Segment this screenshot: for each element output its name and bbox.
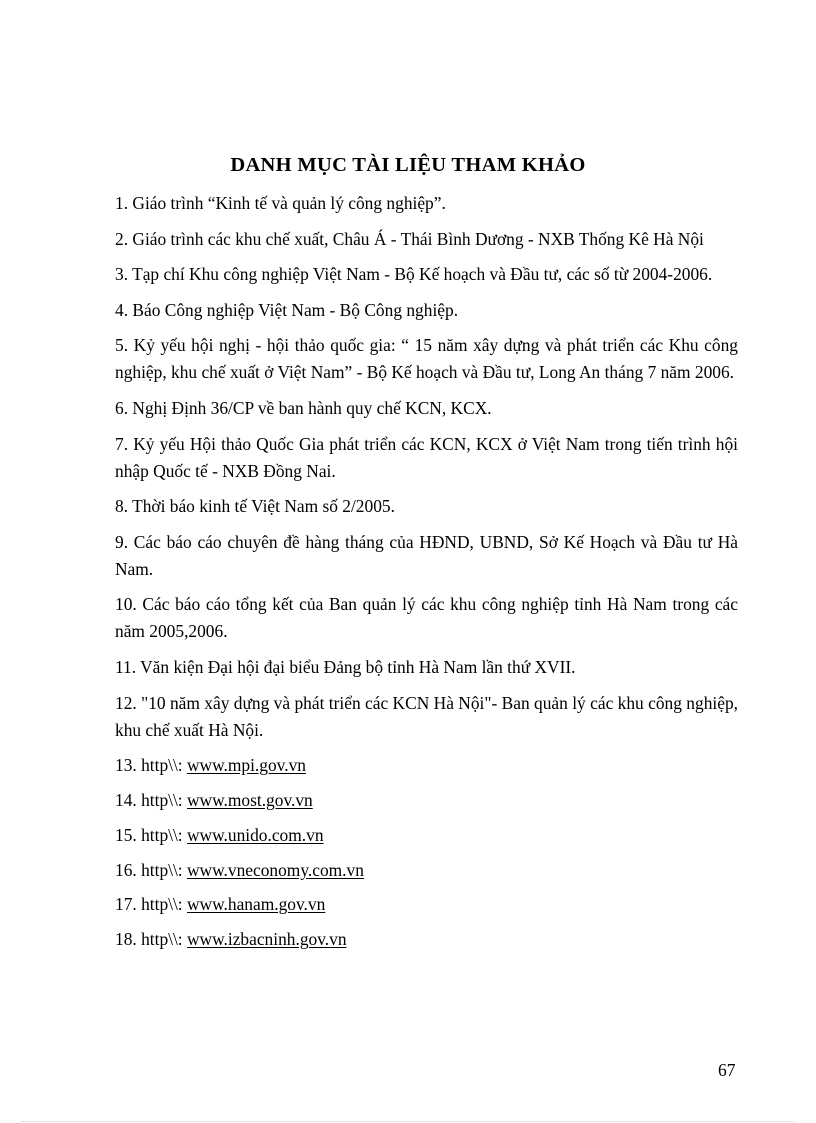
reference-link[interactable]: www.mpi.gov.vn: [186, 755, 306, 776]
reference-link[interactable]: www.unido.com.vn: [186, 824, 324, 845]
page-number: 67: [718, 1060, 736, 1080]
reference-link-prefix: 17. http\\:: [115, 894, 187, 915]
reference-link-prefix: 16. http\\:: [115, 859, 187, 880]
reference-item: 12. "10 năm xây dựng và phát triển các KCN Hà Nội"- Ban quản lý các khu công nghiệp, khu chế xuất Hà Nội.: [115, 692, 738, 740]
reference-link-prefix: 13. http\\:: [115, 755, 187, 776]
reference-link-item: [115, 857, 738, 884]
reference-item: 10. Các báo cáo tổng kết của Ban quản lý các khu công nghiệp tỉnh Hà Nam trong các năm 2005,2006.: [115, 594, 738, 642]
reference-link[interactable]: www.izbacninh.gov.vn: [186, 929, 347, 950]
reference-item: 2. Giáo trình các khu chế xuất, Châu Á - Thái Bình Dương - NXB Thống Kê Hà Nội: [115, 228, 704, 249]
reference-list: [115, 190, 738, 961]
reference-item: 4. Báo Công nghiệp Việt Nam - Bộ Công nghiệp.: [115, 299, 459, 320]
reference-link-item: [115, 752, 738, 779]
reference-link-prefix: 15. http\\:: [115, 824, 187, 845]
reference-link[interactable]: www.vneconomy.com.vn: [186, 859, 364, 880]
reference-link-prefix: 18. http\\:: [115, 929, 187, 950]
reference-item: 5. Kỷ yếu hội nghị - hội thảo quốc gia: “ 15 năm xây dựng và phát triển các Khu công nghiệp, khu chế xuất ở Việt Nam” - Bộ Kế hoạch và Đầu tư, Long An tháng 7 năm 2006.: [115, 335, 738, 383]
reference-link-item: [115, 787, 738, 814]
page-bottom-divider: [22, 1121, 794, 1122]
reference-link-item: [115, 822, 738, 849]
reference-item: 11. Văn kiện Đại hội đại biểu Đảng bộ tỉnh Hà Nam lần thứ XVII.: [115, 656, 576, 677]
reference-item: 9. Các báo cáo chuyên đề hàng tháng của HĐND, UBND, Sở Kế Hoạch và Đầu tư Hà Nam.: [115, 531, 738, 579]
reference-item: 3. Tạp chí Khu công nghiệp Việt Nam - Bộ Kế hoạch và Đầu tư, các số từ 2004-2006.: [115, 264, 713, 285]
reference-link[interactable]: www.most.gov.vn: [186, 789, 313, 810]
reference-item: 7. Kỷ yếu Hội thảo Quốc Gia phát triển các KCN, KCX ở Việt Nam trong tiến trình hội nhập Quốc tế - NXB Đồng Nai.: [115, 433, 738, 481]
reference-item: 8. Thời báo kinh tế Việt Nam số 2/2005.: [115, 496, 395, 517]
reference-link-item: [115, 926, 738, 953]
reference-link-prefix: 14. http\\:: [115, 789, 187, 810]
page-title: DANH MỤC TÀI LIỆU THAM KHẢO: [230, 154, 586, 176]
reference-link-item: [115, 891, 738, 918]
reference-link[interactable]: www.hanam.gov.vn: [186, 894, 326, 915]
reference-item: 6. Nghị Định 36/CP về ban hành quy chế KCN, KCX.: [115, 397, 492, 418]
reference-item: 1. Giáo trình “Kinh tế và quản lý công nghiệp”.: [115, 193, 446, 213]
